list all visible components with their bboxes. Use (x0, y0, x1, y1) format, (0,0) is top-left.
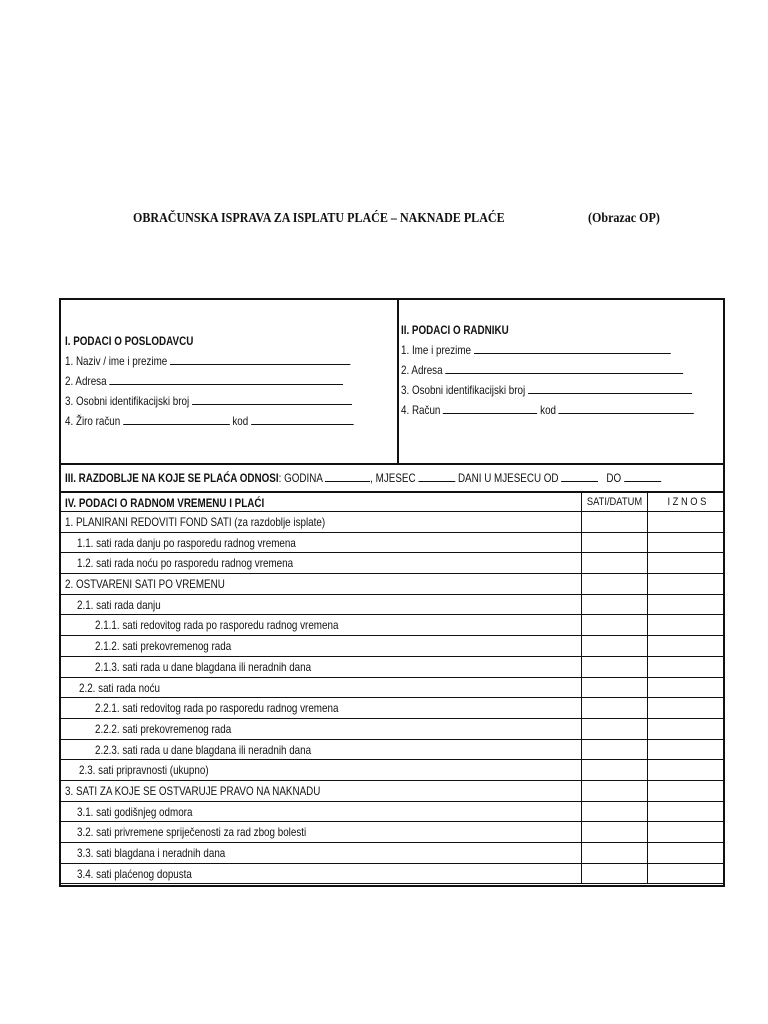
row-label: 2.2. sati rada noću (79, 680, 160, 695)
table-row (61, 781, 723, 802)
amount-cell[interactable] (648, 574, 725, 594)
row-label: 2.1.3. sati rada u dane blagdana ili neradnih dana (95, 659, 312, 674)
table-row (61, 657, 723, 678)
amount-cell[interactable] (648, 864, 725, 884)
hours-cell[interactable] (582, 698, 648, 718)
period-section (61, 465, 723, 493)
table-heading: IV. PODACI O RADNOM VREMENU I PLAĆI (65, 496, 265, 510)
employer-oib-label: 3. Osobni identifikacijski broj (65, 394, 190, 408)
col-amount-header (648, 493, 725, 511)
row-label-cell (61, 574, 582, 594)
hours-cell[interactable] (582, 760, 648, 780)
employee-name-row (401, 340, 694, 360)
period-to-field[interactable] (624, 468, 661, 482)
row-label: 3.2. sati privremene spriječenosti za rad zbog bolesti (77, 825, 307, 840)
row-label: 2.3. sati pripravnosti (ukupno) (79, 763, 209, 778)
table-row (61, 698, 723, 719)
row-label: 2. OSTVARENI SATI PO VREMENU (65, 577, 225, 592)
hours-cell[interactable] (582, 678, 648, 698)
amount-cell[interactable] (648, 615, 725, 635)
period-month-label: , MJESEC (370, 471, 416, 485)
row-label: 3.1. sati godišnjeg odmora (77, 804, 193, 819)
employer-name-field[interactable] (170, 351, 350, 365)
amount-cell[interactable] (648, 843, 725, 863)
row-label: 3.3. sati blagdana i neradnih dana (77, 846, 226, 860)
employer-account-row (65, 411, 353, 431)
table-row (61, 615, 723, 636)
work-time-table (61, 493, 723, 884)
row-label-cell (61, 657, 582, 677)
row-label: 1. PLANIRANI REDOVITI FOND SATI (za razdoblje isplate) (65, 515, 326, 529)
employee-code-field[interactable] (559, 400, 694, 414)
employer-block (65, 331, 417, 431)
form-code: (Obrazac OP) (588, 211, 660, 226)
employee-block (401, 320, 758, 420)
employee-name-field[interactable] (474, 340, 671, 354)
row-label-cell (61, 678, 582, 698)
table-row (61, 574, 723, 595)
employee-account-field[interactable] (443, 400, 537, 414)
table-heading-cell (61, 493, 582, 511)
row-label: 2.1. sati rada danju (77, 597, 161, 612)
employee-name-label: 1. Ime i prezime (401, 343, 471, 357)
row-label-cell (61, 802, 582, 822)
employee-heading: II. PODACI O RADNIKU (401, 323, 509, 337)
table-row (61, 822, 723, 843)
employer-oib-row (65, 391, 353, 411)
hours-cell[interactable] (582, 657, 648, 677)
table-row (61, 512, 723, 533)
hours-cell[interactable] (582, 781, 648, 801)
amount-cell[interactable] (648, 802, 725, 822)
amount-cell[interactable] (648, 740, 725, 760)
employer-account-label: 4. Žiro račun (65, 414, 121, 428)
hours-cell[interactable] (582, 719, 648, 739)
row-label: 3. SATI ZA KOJE SE OSTVARUJE PRAVO NA NAKNADU (65, 783, 321, 798)
amount-cell[interactable] (648, 698, 725, 718)
col-hours-header (582, 493, 648, 511)
hours-cell[interactable] (582, 636, 648, 656)
hours-cell[interactable] (582, 740, 648, 760)
amount-cell[interactable] (648, 781, 725, 801)
employee-address-field[interactable] (445, 360, 683, 374)
amount-cell[interactable] (648, 553, 725, 573)
payroll-form (59, 298, 725, 887)
row-label: 1.2. sati rada noću po rasporedu radnog vremena (77, 556, 294, 571)
hours-cell[interactable] (582, 512, 648, 532)
employee-oib-field[interactable] (528, 380, 692, 394)
hours-cell[interactable] (582, 574, 648, 594)
employer-code-label: kod (232, 414, 249, 428)
hours-cell[interactable] (582, 553, 648, 573)
row-label: 2.1.2. sati prekovremenog rada (95, 639, 232, 654)
row-label-cell (61, 512, 582, 532)
employee-oib-row (401, 380, 694, 400)
employee-code-label: kod (540, 403, 557, 417)
period-year-field[interactable] (325, 468, 370, 482)
hours-cell[interactable] (582, 843, 648, 863)
period-days-from-field[interactable] (561, 468, 598, 482)
period-to-label: DO (606, 471, 622, 485)
employer-name-label: 1. Naziv / ime i prezime (65, 354, 168, 368)
row-label: 3.4. sati plaćenog dopusta (77, 866, 192, 881)
table-row (61, 636, 723, 657)
row-label-cell (61, 698, 582, 718)
table-row (61, 843, 723, 864)
row-label-cell (61, 719, 582, 739)
row-label: 2.2.1. sati redovitog rada po rasporedu radnog vremena (95, 701, 339, 716)
hours-cell[interactable] (582, 595, 648, 615)
row-label-cell (61, 636, 582, 656)
table-row (61, 740, 723, 761)
row-label: 2.1.1. sati redovitog rada po rasporedu radnog vremena (95, 618, 339, 633)
row-label-cell (61, 864, 582, 884)
employee-address-label: 2. Adresa (401, 363, 443, 377)
hours-cell[interactable] (582, 822, 648, 842)
table-row (61, 802, 723, 823)
table-row (61, 553, 723, 574)
amount-cell[interactable] (648, 760, 725, 780)
row-label-cell (61, 760, 582, 780)
row-label-cell (61, 533, 582, 553)
row-label-cell (61, 615, 582, 635)
employer-code-field[interactable] (251, 411, 354, 425)
hours-cell[interactable] (582, 615, 648, 635)
period-row (65, 465, 661, 491)
amount-cell[interactable] (648, 822, 725, 842)
table-row (61, 595, 723, 616)
amount-cell[interactable] (648, 512, 725, 532)
row-label-cell (61, 822, 582, 842)
table-row (61, 533, 723, 554)
employee-account-label: 4. Račun (401, 403, 441, 417)
row-label: 1.1. sati rada danju po rasporedu radnog vremena (77, 535, 296, 550)
table-header-row (61, 493, 723, 512)
row-label-cell (61, 553, 582, 573)
row-label-cell (61, 740, 582, 760)
amount-cell[interactable] (648, 595, 725, 615)
row-label-cell (61, 595, 582, 615)
table-row (61, 678, 723, 699)
col-hours-label: SATI/DATUM (586, 496, 643, 508)
employer-account-field[interactable] (123, 411, 230, 425)
employer-address-row (65, 371, 353, 391)
period-month-field[interactable] (418, 468, 455, 482)
employee-oib-label: 3. Osobni identifikacijski broj (401, 383, 526, 397)
employer-heading: I. PODACI O POSLODAVCU (65, 334, 194, 348)
row-label-cell (61, 843, 582, 863)
amount-cell[interactable] (648, 533, 725, 553)
period-year-label: : GODINA (278, 471, 323, 485)
table-row (61, 864, 723, 885)
row-label: 2.2.3. sati rada u dane blagdana ili neradnih dana (95, 742, 312, 757)
row-label: 2.2.2. sati prekovremenog rada (95, 721, 232, 736)
employer-address-field[interactable] (109, 371, 343, 385)
hours-cell[interactable] (582, 533, 648, 553)
document-title: OBRAČUNSKA ISPRAVA ZA ISPLATU PLAĆE – NAKNADE PLAĆE (133, 211, 505, 226)
hours-cell[interactable] (582, 864, 648, 884)
employee-account-row (401, 400, 694, 420)
amount-cell[interactable] (648, 678, 725, 698)
amount-cell[interactable] (648, 636, 725, 656)
employer-address-label: 2. Adresa (65, 374, 107, 388)
parties-section (61, 300, 723, 465)
employee-address-row (401, 360, 694, 380)
col-amount-label: I Z N O S (667, 496, 706, 508)
employer-oib-field[interactable] (192, 391, 352, 405)
amount-cell[interactable] (648, 657, 725, 677)
hours-cell[interactable] (582, 802, 648, 822)
amount-cell[interactable] (648, 719, 725, 739)
table-row (61, 719, 723, 740)
period-days-from-label: DANI U MJESECU OD (457, 471, 559, 485)
row-label-cell (61, 781, 582, 801)
period-heading: III. RAZDOBLJE NA KOJE SE PLAĆA ODNOSI (65, 471, 279, 485)
employer-name-row (65, 351, 353, 371)
table-row (61, 760, 723, 781)
